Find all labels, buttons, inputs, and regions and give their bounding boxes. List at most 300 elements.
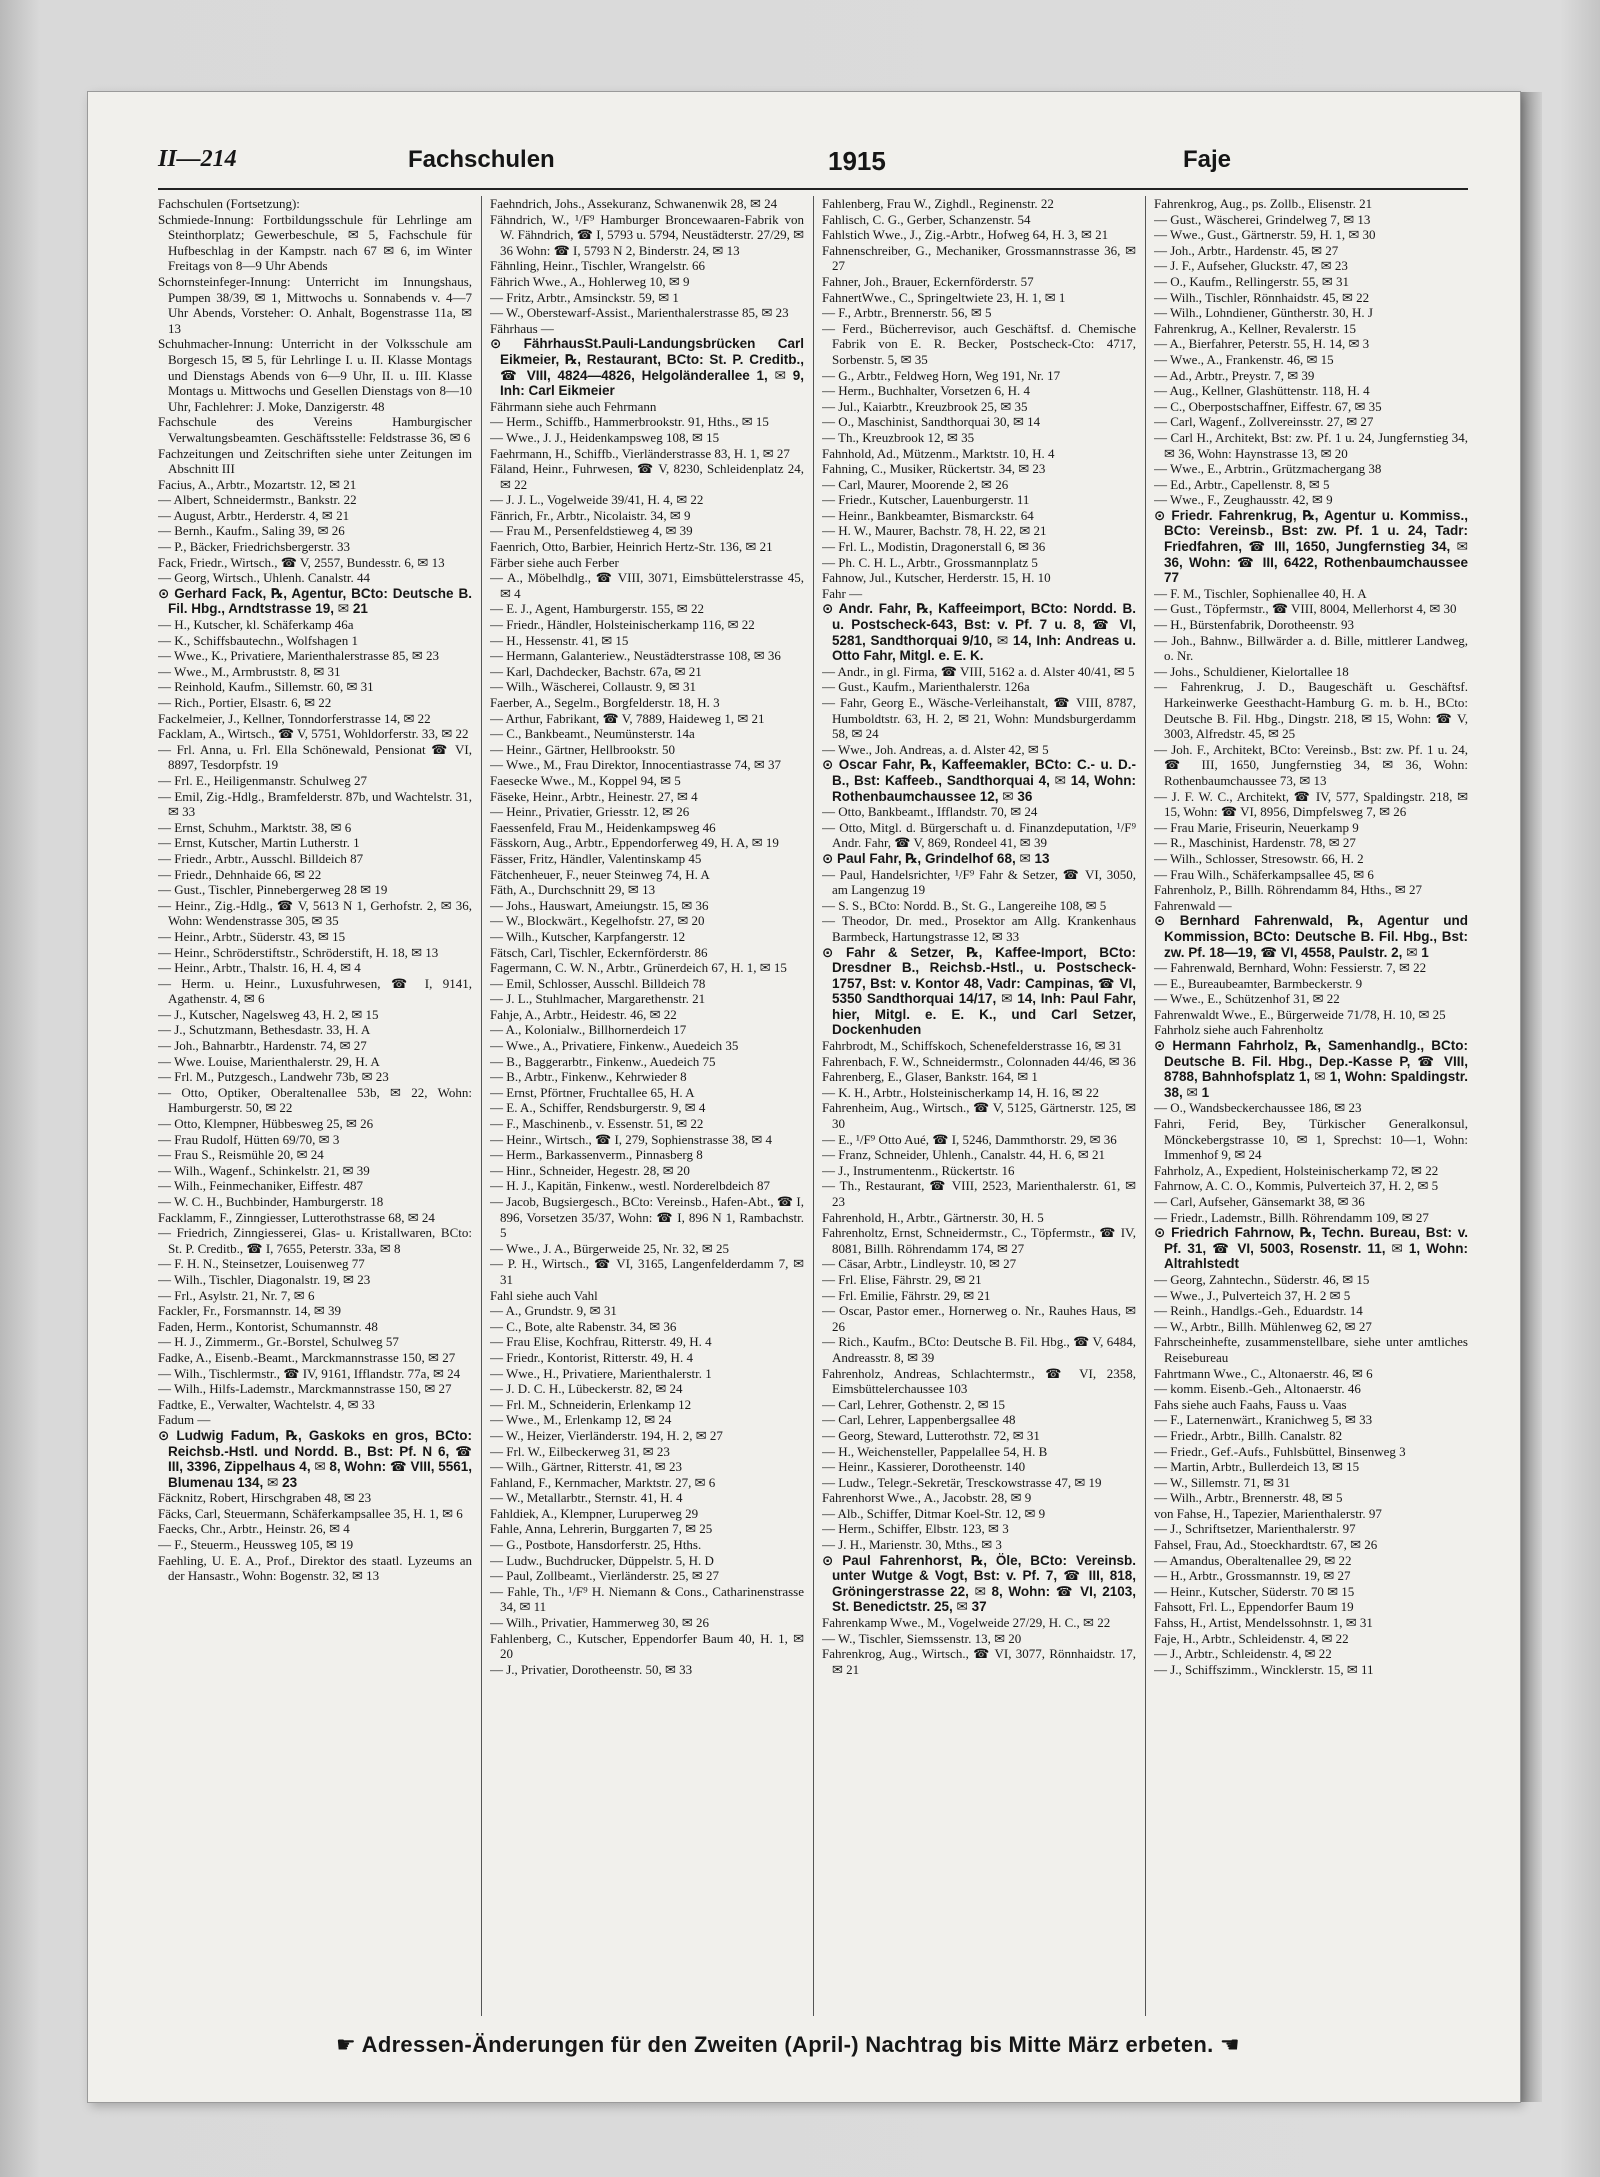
directory-entry: — Frl. M., Schneiderin, Erlenkamp 12 — [490, 1396, 692, 1412]
directory-entry: — C., Bankbeamt., Neumünsterstr. 14a — [490, 726, 695, 742]
directory-entry: Färber siehe auch Ferber — [490, 554, 619, 570]
directory-entry: — Frl. Anna, u. Frl. Ella Schönewald, Pensionat ☎ VI, 8897, Tesdorpfstr. 19 — [158, 741, 472, 773]
directory-entry: — Martin, Arbtr., Bullerdeich 13, ✉ 15 — [1154, 1459, 1360, 1475]
directory-entry: — Wwe. Louise, Marienthalerstr. 29, H. A — [158, 1053, 380, 1069]
directory-entry: Fahr — — [822, 585, 863, 601]
directory-entry: — Th., Kreuzbrook 12, ✉ 35 — [822, 429, 975, 445]
directory-entry: — Karl, Dachdecker, Bachstr. 67a, ✉ 21 — [490, 663, 702, 679]
directory-entry: — F., Maschinenb., v. Essenstr. 51, ✉ 22 — [490, 1116, 704, 1132]
directory-entry: — J., Kutscher, Nagelsweg 43, H. 2, ✉ 15 — [158, 1006, 379, 1022]
directory-entry: Fachzeitungen und Zeitschriften siehe unter Zeitungen im Abschnitt III — [158, 445, 472, 477]
directory-entry: Fahnenschreiber, G., Mechaniker, Grossmannstrasse 36, ✉ 27 — [822, 242, 1136, 274]
directory-entry: — E., ¹/F⁹ Otto Aué, ☎ I, 5246, Dammthorstr. 29, ✉ 36 — [822, 1131, 1117, 1147]
directory-entry: — Heinr., Arbtr., Süderstr. 43, ✉ 15 — [158, 928, 346, 944]
directory-entry: — Franz, Schneider, Uhlenh., Canalstr. 44, H. 6, ✉ 21 — [822, 1147, 1105, 1163]
directory-page — [88, 92, 1520, 2102]
directory-entry: — Carl, Lehrer, Gothenstr. 2, ✉ 15 — [822, 1396, 1005, 1412]
directory-entry: — Fahle, Th., ¹/F⁹ H. Niemann & Cons., Catharinenstrasse 34, ✉ 11 — [490, 1583, 804, 1615]
directory-entry: Fäseke, Heinr., Arbtr., Heinestr. 27, ✉ 4 — [490, 788, 698, 804]
directory-entry: Fätsch, Carl, Tischler, Eckernförderstr. 86 — [490, 944, 708, 960]
directory-entry: Fahle, Anna, Lehrerin, Burggarten 7, ✉ 25 — [490, 1521, 713, 1537]
column-4 — [1154, 196, 1468, 2016]
directory-entry: — Theodor, Dr. med., Prosektor am Allg. Krankenhaus Barmbeck, Hartungstrasse 12, ✉ 33 — [822, 913, 1136, 944]
directory-entry: — H., Bürstenfabrik, Dorotheenstr. 93 — [1154, 617, 1355, 633]
directory-entry: — Heinr., Wirtsch., ☎ I, 279, Sophienstrasse 38, ✉ 4 — [490, 1131, 772, 1147]
directory-entry: Fahldiek, A., Klempner, Luruperweg 29 — [490, 1505, 699, 1521]
directory-entry: — Cäsar, Arbtr., Lindleystr. 10, ✉ 27 — [822, 1256, 1017, 1272]
directory-entry: — Frl., Asylstr. 21, Nr. 7, ✉ 6 — [158, 1287, 315, 1303]
directory-entry: FahnertWwe., C., Springeltwiete 23, H. 1, ✉ 1 — [822, 289, 1066, 305]
directory-entry: — Friedr., Dehnhaide 66, ✉ 22 — [158, 866, 322, 882]
directory-entry: Fahrenhorst Wwe., A., Jacobstr. 28, ✉ 9 — [822, 1490, 1032, 1506]
directory-entry: — Ernst, Schuhm., Marktstr. 38, ✉ 6 — [158, 819, 352, 835]
directory-entry: — E., Bureaubeamter, Barmbeckerstr. 9 — [1154, 975, 1363, 991]
directory-entry: ⊙ Friedr. Fahrenkrug, ℞, Agentur u. Kommiss., BCto: Vereinsb., Bst: zw. Pf. 1 u. 24, Tadr: Friedfahren, ☎ III, 1650, Jungfernstieg 34, ✉ 36, Wohn: ☎ III, 6422, Rothenbaumchaussee 77 — [1154, 507, 1468, 586]
directory-entry: — Wilh., Gärtner, Ritterstr. 41, ✉ 23 — [490, 1459, 682, 1475]
directory-entry: — Wwe., E., Schützenhof 31, ✉ 22 — [1154, 991, 1340, 1007]
directory-entry: — Carl H., Architekt, Bst: zw. Pf. 1 u. 24, Jungfernstieg 34, ✉ 36, Wohn: Haynstrasse 13, ✉ 20 — [1154, 429, 1468, 461]
directory-entry: — A., Grundstr. 9, ✉ 31 — [490, 1303, 617, 1319]
directory-entry: Fahsott, Frl. L., Eppendorfer Baum 19 — [1154, 1599, 1354, 1615]
directory-entry: — W., Sillemstr. 71, ✉ 31 — [1154, 1474, 1291, 1490]
range-label: Faje — [1183, 146, 1232, 173]
directory-entry: Fackler, Fr., Forsmannstr. 14, ✉ 39 — [158, 1303, 341, 1319]
directory-entry: — Wwe., M., Erlenkamp 12, ✉ 24 — [490, 1412, 672, 1428]
column-rule — [481, 196, 482, 2016]
directory-entry: — G., Arbtr., Feldweg Horn, Weg 191, Nr. 17 — [822, 367, 1061, 383]
directory-entry: — E. A., Schiffer, Rendsburgerstr. 9, ✉ 4 — [490, 1100, 706, 1116]
directory-entry: — Otto, Optiker, Oberaltenallee 53b, ✉ 22, Wohn: Hamburgerstr. 50, ✉ 22 — [158, 1084, 472, 1116]
directory-entry: — Frl. E., Heiligenmanstr. Schulweg 27 — [158, 772, 368, 788]
directory-entry: Fährmann siehe auch Fehrmann — [490, 398, 657, 414]
directory-entry: — Wilh., Wagenf., Schinkelstr. 21, ✉ 39 — [158, 1162, 370, 1178]
directory-entry: — Reinh., Handlgs.-Geh., Eduardstr. 14 — [1154, 1303, 1363, 1319]
directory-entry: Fahrholz siehe auch Fahrenholtz — [1154, 1022, 1324, 1038]
directory-entry: ⊙ Gerhard Fack, ℞, Agentur, BCto: Deutsche B. Fil. Hbg., Arndtstrasse 19, ✉ 21 — [158, 585, 472, 617]
directory-entry: — Heinr., Zig.-Hdlg., ☎ V, 5613 N 1, Gerhofstr. 2, ✉ 36, Wohn: Wendenstrasse 305, ✉ 35 — [158, 897, 472, 929]
directory-entry: — P. H., Wirtsch., ☎ VI, 3165, Langenfelderdamm 7, ✉ 31 — [490, 1256, 804, 1287]
directory-entry: — Friedr., Kutscher, Lauenburgerstr. 11 — [822, 492, 1030, 508]
column-rule — [813, 196, 814, 2016]
directory-entry: — Wwe., A., Privatiere, Finkenw., Auedeich 35 — [490, 1038, 739, 1054]
directory-entry: Fäth, A., Durchschnitt 29, ✉ 13 — [490, 882, 656, 898]
directory-entry: — Alb., Schiffer, Ditmar Koel-Str. 12, ✉ 9 — [822, 1505, 1046, 1521]
directory-entry: — Wilh., Privatier, Hammerweg 30, ✉ 26 — [490, 1615, 710, 1631]
directory-entry: Fadtke, E., Verwalter, Wachtelstr. 4, ✉ 33 — [158, 1396, 375, 1412]
directory-entry: — Frl. Elise, Fährstr. 29, ✉ 21 — [822, 1271, 982, 1287]
directory-entry: Fahrenhold, H., Arbtr., Gärtnerstr. 30, H. 5 — [822, 1209, 1044, 1225]
directory-entry: — Heinr., Kassierer, Dorotheenstr. 140 — [822, 1459, 1026, 1475]
directory-entry: — August, Arbtr., Herderstr. 4, ✉ 21 — [158, 507, 350, 523]
directory-entry: — H., Arbtr., Grossmannstr. 19, ✉ 27 — [1154, 1568, 1351, 1584]
directory-entry: ⊙ FährhausSt.Pauli-Landungsbrücken Carl Eikmeier, ℞, Restaurant, BCto: St. P. Creditb., ☎ VIII, 4824—4826, Helgoländerallee 1, ✉ 9, Inh: Carl Eikmeier — [490, 336, 804, 399]
directory-entry: Fahlenberg, Frau W., Zighdl., Reginenstr. 22 — [822, 196, 1054, 211]
directory-entry: ⊙ Fahr & Setzer, ℞, Kaffee-Import, BCto: Dresdner B., Reichsb.-Hstl., u. Postscheck- 1757, Bst: v. Kontor 48, Vadr: Campinas, ☎ VI, 5350 Sandthorquai 14/17, ✉ 14, Inh: Paul Fahr, hier, Mitgl. e. E. K., und Carl Setzer, Dockenhuden — [822, 944, 1136, 1038]
directory-entry: Faerber, A., Segelm., Borgfelderstr. 18, H. 3 — [490, 695, 720, 710]
directory-entry: — Ernst, Kutscher, Martin Lutherstr. 1 — [158, 835, 360, 851]
directory-entry: — Wilh., Kutscher, Karpfangerstr. 12 — [490, 928, 686, 944]
directory-entry: Fachschulen (Fortsetzung): — [158, 196, 300, 211]
directory-entry: — Frau Wilh., Schäferkampsallee 45, ✉ 6 — [1154, 866, 1374, 882]
directory-entry: Faehrmann, H., Schiffb., Vierländerstrasse 83, H. 1, ✉ 27 — [490, 445, 790, 461]
directory-entry: — G., Postbote, Hansdorferstr. 25, Hths. — [490, 1537, 702, 1553]
directory-entry: — K., Schiffsbautechn., Wolfshagen 1 — [158, 632, 358, 648]
column-3 — [822, 196, 1136, 2016]
directory-entry: Fässkorn, Aug., Arbtr., Eppendorferweg 49, H. A, ✉ 19 — [490, 835, 779, 851]
directory-entry: — H., Hessenstr. 41, ✉ 15 — [490, 632, 629, 648]
directory-entry: — J., Privatier, Dorotheenstr. 50, ✉ 33 — [490, 1661, 693, 1677]
directory-entry: — Herm., Buchhalter, Vorsetzen 6, H. 4 — [822, 383, 1031, 399]
directory-entry: — Ludw., Telegr.-Sekretär, Tresckowstrasse 47, ✉ 19 — [822, 1474, 1102, 1490]
directory-entry: — Ludw., Buchdrucker, Düppelstr. 5, H. D — [490, 1552, 714, 1568]
directory-entry: — Frl. Emilie, Fährstr. 29, ✉ 21 — [822, 1287, 991, 1303]
directory-entry: — Friedr., Kontorist, Ritterstr. 49, H. 4 — [490, 1349, 693, 1365]
directory-entry: Fahs siehe auch Faahs, Fauss u. Vaas — [1154, 1396, 1347, 1412]
directory-entry: — Friedr., Arbtr., Ausschl. Billdeich 87 — [158, 850, 364, 866]
directory-entry: Fahsel, Frau, Ad., Stoeckhardtstr. 67, ✉ 26 — [1154, 1537, 1378, 1553]
directory-entry: — Carl, Aufseher, Gänsemarkt 38, ✉ 36 — [1154, 1194, 1365, 1209]
directory-entry: — Wwe., J., Pulverteich 37, H. 2 ✉ 5 — [1154, 1287, 1351, 1303]
directory-entry: — Herm., Barkassenverm., Pinnasberg 8 — [490, 1147, 703, 1163]
directory-entry: Fahlenberg, C., Kutscher, Eppendorfer Baum 40, H. 1, ✉ 20 — [490, 1630, 804, 1662]
directory-entry: — Oscar, Pastor emer., Hornerweg o. Nr., Rauhes Haus, ✉ 26 — [822, 1303, 1136, 1334]
directory-entry: — Wwe., A., Frankenstr. 46, ✉ 15 — [1154, 351, 1334, 367]
directory-entry: — Georg, Steward, Lutterothstr. 72, ✉ 31 — [822, 1427, 1040, 1443]
directory-entry: von Fahse, H., Tapezier, Marienthalerstr. 97 — [1154, 1505, 1382, 1521]
directory-entry: — F., Steuerm., Heussweg 105, ✉ 19 — [158, 1537, 354, 1553]
directory-entry: — K. H., Arbtr., Holsteinischerkamp 14, H. 16, ✉ 22 — [822, 1084, 1100, 1100]
directory-entry: — Otto, Mitgl. d. Bürgerschaft u. d. Finanzdeputation, ¹/F⁹ Andr. Fahr, ☎ V, 869, Rondeel 41, ✉ 39 — [822, 819, 1136, 851]
directory-entry: — Wwe., F., Zeughausstr. 42, ✉ 9 — [1154, 492, 1333, 508]
directory-entry: — Heinr., Bankbeamter, Bismarckstr. 64 — [822, 507, 1034, 523]
directory-entry: — Hinr., Schneider, Hegestr. 28, ✉ 20 — [490, 1162, 690, 1178]
directory-entry: — Heinr., Schröderstiftstr., Schröderstift, H. 18, ✉ 13 — [158, 944, 439, 960]
directory-entry: — Wilh., Arbtr., Brennerstr. 48, ✉ 5 — [1154, 1490, 1343, 1506]
directory-entry: — Andr., in gl. Firma, ☎ VIII, 5162 a. d. Alster 40/41, ✉ 5 — [822, 663, 1135, 679]
directory-entry: Fässer, Fritz, Händler, Valentinskamp 45 — [490, 850, 702, 866]
directory-entry: — J., Instrumentenm., Rückertstr. 16 — [822, 1162, 1015, 1178]
directory-entry: Fahrenkrog, Aug., ps. Zollb., Elisenstr. 21 — [1154, 196, 1373, 211]
directory-entry: — Wwe., K., Privatiere, Marienthalerstrasse 85, ✉ 23 — [158, 648, 440, 664]
directory-entry: — W., Heizer, Vierländerstr. 194, H. 2, ✉ 27 — [490, 1427, 723, 1443]
directory-entry: — Paul, Handelsrichter, ¹/F⁹ Fahr & Setzer, ☎ VI, 3050, am Langenzug 19 — [822, 866, 1136, 898]
directory-entry: — komm. Eisenb.-Geh., Altonaerstr. 46 — [1154, 1381, 1361, 1397]
directory-entry: — H., Weichensteller, Pappelallee 54, H. B — [822, 1443, 1048, 1459]
directory-entry: — Wwe., H., Privatiere, Marienthalerstr. 1 — [490, 1365, 712, 1381]
column-2 — [490, 196, 804, 2016]
directory-entry: Fahrholz, A., Expedient, Holsteinischerkamp 72, ✉ 22 — [1154, 1162, 1439, 1178]
directory-entry: — Wilh., Schlosser, Stresowstr. 66, H. 2 — [1154, 850, 1364, 866]
directory-entry: — Heinr., Gärtner, Hellbrookstr. 50 — [490, 741, 676, 757]
directory-entry: Fahrenwaldt Wwe., E., Bürgerweide 71/78, H. 10, ✉ 25 — [1154, 1006, 1446, 1022]
directory-entry: — Wilh., Wäscherei, Collaustr. 9, ✉ 31 — [490, 679, 696, 695]
column-1 — [158, 196, 472, 2016]
directory-entry: — Emil, Schlosser, Ausschl. Billdeich 78 — [490, 975, 706, 991]
directory-entry: — Otto, Bankbeamt., Ifflandstr. 70, ✉ 24 — [822, 804, 1038, 820]
directory-entry: — J., Arbtr., Schleidenstr. 4, ✉ 22 — [1154, 1646, 1332, 1662]
directory-entry: — Wwe., J. A., Bürgerweide 25, Nr. 32, ✉ 25 — [490, 1240, 729, 1256]
directory-entry: ⊙ Oscar Fahr, ℞, Kaffeemakler, BCto: C.- u. D.-B., Bst: Kaffeeb., Sandthorquai 4, ✉ 14, Wohn: Rothenbaumchaussee 12, ✉ 36 — [822, 757, 1136, 804]
directory-entry: — Ed., Arbtr., Capellenstr. 8, ✉ 5 — [1154, 476, 1330, 492]
directory-entry: Fahrenwald — — [1154, 897, 1232, 913]
directory-entry: — A., Möbelhdlg., ☎ VIII, 3071, Eimsbüttelerstrasse 45, ✉ 4 — [490, 570, 804, 601]
directory-entry: ⊙ Friedrich Fahrnow, ℞, Techn. Bureau, Bst: v. Pf. 31, ☎ VI, 5003, Rosenstr. 11, ✉ 1, Wohn: Altrahlstedt — [1154, 1225, 1468, 1272]
directory-entry: — Johs., Schuldiener, Kielortallee 18 — [1154, 663, 1349, 679]
year-label: 1915 — [828, 146, 886, 176]
directory-entry: Schmiede-Innung: Fortbildungsschule für Lehrlinge am Steinthorplatz; Gewerbeschule, ✉ 5, Fachschule für Hufbeschlag in der Kampstr. nach 67 ✉ 6, im Winter Freitags von 8—9 Uhr Abends — [158, 211, 472, 274]
directory-entry: — Wilh., Tischler, Diagonalstr. 19, ✉ 23 — [158, 1271, 371, 1287]
directory-entry: — E. J., Agent, Hamburgerstr. 155, ✉ 22 — [490, 601, 704, 617]
page-number: II—214 — [158, 146, 237, 172]
directory-entry: Fahrenkamp Wwe., M., Vogelweide 27/29, H. C., ✉ 22 — [822, 1615, 1111, 1631]
directory-entry: Fahrenberg, E., Glaser, Bankstr. 164, ✉ 1 — [822, 1069, 1038, 1085]
directory-entry: — Wilh., Feinmechaniker, Eiffestr. 487 — [158, 1178, 363, 1194]
directory-entry: — Hermann, Galanteriew., Neustädterstrasse 108, ✉ 36 — [490, 648, 781, 664]
directory-entry: — Friedr., Lademstr., Billh. Röhrendamm 109, ✉ 27 — [1154, 1209, 1429, 1225]
directory-entry: — Ad., Arbtr., Preystr. 7, ✉ 39 — [1154, 367, 1315, 383]
directory-entry: Fahje, A., Arbtr., Heidestr. 46, ✉ 22 — [490, 1006, 677, 1022]
directory-entry: — Wilh., Tischler, Rönnhaidstr. 45, ✉ 22 — [1154, 289, 1370, 305]
directory-entry: — Herm. u. Heinr., Luxusfuhrwesen, ☎ I, 9141, Agathenstr. 4, ✉ 6 — [158, 975, 472, 1007]
directory-entry: — O., Maschinist, Sandthorquai 30, ✉ 14 — [822, 414, 1041, 430]
directory-entry: Fagermann, C. W. N., Arbtr., Grünerdeich 67, H. 1, ✉ 15 — [490, 960, 787, 976]
directory-entry: Fachschule des Vereins Hamburgischer Verwaltungsbeamten. Geschäftsstelle: Feldstrasse 36, ✉ 6 — [158, 414, 472, 445]
directory-entry: Faenrich, Otto, Barbier, Heinrich Hertz-Str. 136, ✉ 21 — [490, 539, 773, 555]
directory-entry: Fahrenholtz, Ernst, Schneidermstr., C., Töpfermstr., ☎ IV, 8081, Billh. Röhrendamm 174, ✉ 27 — [822, 1225, 1136, 1256]
directory-entry: — F., Laternenwärt., Kranichweg 5, ✉ 33 — [1154, 1412, 1373, 1428]
directory-entry: Fahner, Joh., Brauer, Eckernförderstr. 57 — [822, 273, 1034, 289]
directory-entry: — A., Kolonialw., Billhornerdeich 17 — [490, 1022, 687, 1038]
directory-entry: — Paul, Zollbeamt., Vierländerstr. 25, ✉ 27 — [490, 1568, 720, 1584]
directory-entry: — J. F., Aufseher, Gluckstr. 47, ✉ 23 — [1154, 258, 1348, 274]
directory-entry: — Wwe., M., Frau Direktor, Innocentiastrasse 74, ✉ 37 — [490, 757, 782, 773]
directory-entry: — Frau S., Reismühle 20, ✉ 24 — [158, 1147, 324, 1163]
directory-entry: — J. F. W. C., Architekt, ☎ IV, 577, Spaldingstr. 218, ✉ 15, Wohn: ☎ VI, 8956, Dimpfelsweg 7, ✉ 26 — [1154, 788, 1468, 820]
directory-entry: — Herm., Schiffer, Elbstr. 123, ✉ 3 — [822, 1521, 1009, 1537]
directory-entry: Fäcknitz, Robert, Hirschgraben 48, ✉ 23 — [158, 1490, 372, 1506]
column-rule — [1145, 196, 1146, 2016]
directory-entry: — F., Arbtr., Brennerstr. 56, ✉ 5 — [822, 305, 992, 321]
directory-entry: — Arthur, Fabrikant, ☎ V, 7889, Haideweg 1, ✉ 21 — [490, 710, 765, 726]
page-edge-shadow — [1520, 92, 1542, 2102]
footer-notice: ☛ Adressen-Änderungen für den Zweiten (April-) Nachtrag bis Mitte März erbeten. ☚ — [336, 2032, 1240, 2057]
directory-entry: Schuhmacher-Innung: Unterricht in der Volksschule am Borgesch 15, ✉ 5, für Lehrlinge I. u. II. Klasse Montags und Dienstags Abends von 6—9 Uhr, II. u. III. Klasse Montags u. Mittwochs und Gesellen Dienstags von 8—10 Uhr, Fachlehrer: J. Moke, Danzigerstr. 48 — [158, 336, 472, 414]
directory-entry: — Aug., Kellner, Glashüttenstr. 118, H. 4 — [1154, 383, 1370, 399]
directory-entry: — Emil, Zig.-Hdlg., Bramfelderstr. 87b, und Wachtelstr. 31, ✉ 33 — [158, 788, 472, 820]
directory-entry: Fahrenbach, F. W., Schneidermstr., Colonnaden 44/46, ✉ 36 — [822, 1053, 1136, 1069]
directory-entry: — Joh., Bahnarbtr., Hardenstr. 74, ✉ 27 — [158, 1038, 367, 1054]
directory-entry: — Wwe., M., Armbruststr. 8, ✉ 31 — [158, 663, 341, 679]
directory-entry: — Rich., Portier, Elsastr. 6, ✉ 22 — [158, 695, 332, 710]
directory-entry: — Joh., Bahnw., Billwärder a. d. Bille, mittlerer Landweg, o. Nr. — [1154, 632, 1468, 664]
directory-entry: Faje, H., Arbtr., Schleidenstr. 4, ✉ 22 — [1154, 1630, 1349, 1646]
directory-entry: — Ernst, Pförtner, Fruchtallee 65, H. A — [490, 1084, 695, 1100]
directory-entry: — C., Oberpostschaffner, Eiffestr. 67, ✉ 35 — [1154, 398, 1382, 414]
directory-entry: Fähnling, Heinr., Tischler, Wrangelstr. 66 — [490, 258, 706, 274]
directory-entry: — Georg, Zahntechn., Süderstr. 46, ✉ 15 — [1154, 1271, 1370, 1287]
directory-entry: — C., Bote, alte Rabenstr. 34, ✉ 36 — [490, 1318, 677, 1334]
directory-entry: Fahning, C., Musiker, Rückertstr. 34, ✉ 23 — [822, 461, 1046, 477]
directory-entry: Fahlstich Wwe., J., Zig.-Arbtr., Hofweg 64, H. 3, ✉ 21 — [822, 227, 1109, 243]
directory-entry: — Wilh., Lohndiener, Güntherstr. 30, H. J — [1154, 305, 1373, 321]
directory-entry: — Wwe., E., Arbtrin., Grützmachergang 38 — [1154, 461, 1382, 477]
directory-entry: — Frau Marie, Friseurin, Neuerkamp 9 — [1154, 819, 1359, 835]
directory-entry: Fahnhold, Ad., Mützenm., Marktstr. 10, H. 4 — [822, 445, 1055, 461]
page-header — [158, 144, 1468, 190]
directory-entry: — B., Arbtr., Finkenw., Kehrwieder 8 — [490, 1069, 687, 1085]
directory-entry: Fätchenheuer, F., neuer Steinweg 74, H. A — [490, 866, 710, 882]
directory-entry: — Friedr., Arbtr., Billh. Canalstr. 82 — [1154, 1427, 1343, 1443]
directory-entry: — Wilh., Hilfs-Lademstr., Marckmannstrasse 150, ✉ 27 — [158, 1381, 452, 1397]
directory-entry: — Joh. F., Architekt, BCto: Vereinsb., Bst: zw. Pf. 1 u. 24, ☎ III, 1650, Jungfernstieg 34, ✉ 36, Wohn: Rothenbaumchaussee 73, ✉ 13 — [1154, 741, 1468, 788]
directory-entry: Faden, Herm., Kontorist, Schumannstr. 48 — [158, 1318, 378, 1334]
directory-entry: — A., Bierfahrer, Peterstr. 55, H. 14, ✉ 3 — [1154, 336, 1370, 352]
directory-entry: Schornsteinfeger-Innung: Unterricht im Innungshaus, Pumpen 38/39, ✉ 1, Mittwochs u. Sonnabends v. 4—7 Uhr Abends, Vorsteher: O. Anhalt, Bogenstrasse 11a, ✉ 13 — [158, 273, 472, 336]
directory-entry: — Reinhold, Kaufm., Sillemstr. 60, ✉ 31 — [158, 679, 374, 695]
directory-entry: — J. L., Stuhlmacher, Margarethenstr. 21 — [490, 991, 706, 1007]
directory-entry: Fadke, A., Eisenb.-Beamt., Marckmannstrasse 150, ✉ 27 — [158, 1349, 456, 1365]
directory-entry: — Heinr., Arbtr., Thalstr. 16, H. 4, ✉ 4 — [158, 960, 361, 976]
directory-entry: — Frl. W., Eilbeckerweg 31, ✉ 23 — [490, 1443, 670, 1459]
directory-entry: Fahrenheim, Aug., Wirtsch., ☎ V, 5125, Gärtnerstr. 125, ✉ 30 — [822, 1100, 1136, 1132]
directory-entry: — F. H. N., Steinsetzer, Louisenweg 77 — [158, 1256, 365, 1272]
directory-entry: — Joh., Arbtr., Hardenstr. 45, ✉ 27 — [1154, 242, 1339, 258]
directory-entry: — Fritz, Arbtr., Amsinckstr. 59, ✉ 1 — [490, 289, 679, 305]
directory-entry: — W. C. H., Buchbinder, Hamburgerstr. 18 — [158, 1194, 384, 1209]
directory-entry: — Frau M., Persenfeldstieweg 4, ✉ 39 — [490, 523, 693, 539]
directory-entry: — Frau Elise, Kochfrau, Ritterstr. 49, H. 4 — [490, 1334, 712, 1350]
directory-entry: — J. H., Marienstr. 30, Mths., ✉ 3 — [822, 1537, 1002, 1553]
directory-entry: — Georg, Wirtsch., Uhlenh. Canalstr. 44 — [158, 570, 371, 586]
directory-columns — [158, 196, 1468, 2016]
directory-entry: Faessenfeld, Frau M., Heidenkampsweg 46 — [490, 819, 716, 835]
directory-entry: ⊙ Ludwig Fadum, ℞, Gaskoks en gros, BCto: Reichsb.-Hstl. und Nordd. B., Bst: Pf. N 6, ☎ III, 3396, Zippelhaus 4, ✉ 8, Wohn: ☎ VIII, 5561, Blumenau 134, ✉ 23 — [158, 1427, 472, 1490]
directory-entry: — W., Arbtr., Billh. Mühlenweg 62, ✉ 27 — [1154, 1318, 1372, 1334]
directory-entry: Fäcks, Carl, Steuermann, Schäferkampsallee 35, H. 1, ✉ 6 — [158, 1505, 463, 1521]
directory-entry: Fährhaus — — [490, 320, 554, 336]
directory-entry: — Wilh., Tischlermstr., ☎ IV, 9161, Ifflandstr. 77a, ✉ 24 — [158, 1365, 461, 1381]
directory-entry: — Friedrich, Zinngiesserei, Glas- u. Kristallwaren, BCto: St. P. Creditb., ☎ I, 7655, Peterstr. 33a, ✉ 8 — [158, 1225, 472, 1256]
directory-entry: Fahrnow, A. C. O., Kommis, Pulverteich 37, H. 2, ✉ 5 — [1154, 1178, 1439, 1194]
directory-entry: — Ferd., Bücherrevisor, auch Geschäftsf. d. Chemische Fabrik von E. R. Becker, Postscheck-Cto: 4717, Sorbenstr. 5, ✉ 35 — [822, 320, 1136, 367]
directory-entry: — H. J., Kapitän, Finkenw., westl. Norderelbdeich 87 — [490, 1178, 771, 1194]
directory-entry: — Johs., Hauswart, Ameiungstr. 15, ✉ 36 — [490, 897, 709, 913]
directory-entry: — W., Tischler, Siemssenstr. 13, ✉ 20 — [822, 1630, 1022, 1646]
directory-entry: — Bernh., Kaufm., Saling 39, ✉ 26 — [158, 523, 345, 539]
directory-entry: — Carl, Wagenf., Zollvereinsstr. 27, ✉ 27 — [1154, 414, 1374, 430]
directory-entry: Faecks, Chr., Arbtr., Heinstr. 26, ✉ 4 — [158, 1521, 350, 1537]
directory-entry: — Wwe., Gust., Gärtnerstr. 59, H. 1, ✉ 30 — [1154, 227, 1376, 243]
directory-entry: — O., Kaufm., Rellingerstr. 55, ✉ 31 — [1154, 273, 1350, 289]
directory-entry: ⊙ Hermann Fahrholz, ℞, Samenhandlg., BCto: Deutsche B. Fil. Hbg., Dep.-Kasse P, ☎ VIII, 8788, Bahnhofsplatz 1, ✉ 1, Wohn: Spaldingstr. 38, ✉ 1 — [1154, 1038, 1468, 1100]
directory-entry: Fähndrich, W., ¹/F⁹ Hamburger Broncewaaren-Fabrik von W. Fähndrich, ☎ I, 5793 u. 5794, Neustädterstr. 27/29, ✉ 36 Wohn: ☎ I, 5793 N 2, Binderstr. 24, ✉ 13 — [490, 211, 804, 258]
directory-entry: — Otto, Klempner, Hübbesweg 25, ✉ 26 — [158, 1116, 374, 1132]
directory-entry: — Fahrenwald, Bernhard, Wohn: Fessierstr. 7, ✉ 22 — [1154, 960, 1427, 976]
directory-entry: Facius, A., Arbtr., Mozartstr. 12, ✉ 21 — [158, 476, 357, 492]
directory-entry: Fadum — — [158, 1412, 211, 1428]
directory-entry: — Gust., Kaufm., Marienthalerstr. 126a — [822, 679, 1030, 695]
directory-entry: Fahl siehe auch Vahl — [490, 1287, 598, 1303]
directory-entry: ⊙ Paul Fahrenhorst, ℞, Öle, BCto: Vereinsb. unter Wutge & Vogt, Bst: v. Pf. 7, ☎ III, 818, Gröningerstrasse 22, ✉ 8, Wohn: ☎ VI, 2103, St. Benedictstr. 25, ✉ 37 — [822, 1552, 1136, 1615]
directory-entry: Fack, Friedr., Wirtsch., ☎ V, 2557, Bundesstr. 6, ✉ 13 — [158, 554, 445, 570]
directory-entry: Fahrtmann Wwe., C., Altonaerstr. 46, ✉ 6 — [1154, 1365, 1373, 1381]
directory-entry: Fahrenkrug, A., Kellner, Revalerstr. 15 — [1154, 320, 1357, 336]
directory-entry: Fährich Wwe., A., Hohlerweg 10, ✉ 9 — [490, 273, 690, 289]
directory-entry: — Frl. M., Putzgesch., Landwehr 73b, ✉ 23 — [158, 1069, 389, 1085]
directory-entry: — Jacob, Bugsiergesch., BCto: Vereinsb., Hafen-Abt., ☎ I, 896, Vorsetzen 35/37, Wohn: ☎ I, 896 N 1, Rambachstr. 5 — [490, 1194, 804, 1241]
directory-entry: Fahrenholz, Andreas, Schlachtermstr., ☎ VI, 2358, Eimsbüttelerchaussee 103 — [822, 1365, 1136, 1397]
directory-entry: — Heinr., Privatier, Griesstr. 12, ✉ 26 — [490, 804, 690, 820]
directory-entry: Fahss, H., Artist, Mendelssohnstr. 1, ✉ 31 — [1154, 1615, 1373, 1631]
directory-entry: Fahrbrodt, M., Schiffskoch, Schenefelderstrasse 16, ✉ 31 — [822, 1038, 1122, 1054]
directory-entry: — Friedr., Gef.-Aufs., Fuhlsbüttel, Binsenweg 3 — [1154, 1443, 1406, 1459]
directory-entry: — Jul., Kaiarbtr., Kreuzbrook 25, ✉ 35 — [822, 398, 1028, 414]
directory-entry: — H., Kutscher, kl. Schäferkamp 46a — [158, 617, 354, 633]
directory-entry: — Gust., Töpfermstr., ☎ VIII, 8004, Mellerhorst 4, ✉ 30 — [1154, 601, 1457, 617]
directory-entry: — W., Blockwärt., Kegelhofstr. 27, ✉ 20 — [490, 913, 705, 929]
directory-entry: ⊙ Andr. Fahr, ℞, Kaffeeimport, BCto: Nordd. B. u. Postscheck-643, Bst: v. Pf. 7 u. 8, ☎ VI, 5281, Sandthorquai 9/10, ✉ 14, Inh: Andreas u. Otto Fahr, Mitgl. e. E. K. — [822, 601, 1136, 664]
directory-entry: — J., Schriftsetzer, Marienthalerstr. 97 — [1154, 1521, 1356, 1537]
directory-entry: — Frl. L., Modistin, Dragonerstall 6, ✉ 36 — [822, 539, 1046, 555]
directory-entry: Fahrenholz, P., Billh. Röhrendamm 84, Hths., ✉ 27 — [1154, 882, 1422, 898]
directory-entry: Fahlisch, C. G., Gerber, Schanzenstr. 54 — [822, 211, 1031, 227]
directory-entry: — P., Bäcker, Friedrichsbergerstr. 33 — [158, 539, 351, 555]
directory-entry: — Frau Rudolf, Hütten 69/70, ✉ 3 — [158, 1131, 340, 1147]
directory-entry: — Gust., Wäscherei, Grindelweg 7, ✉ 13 — [1154, 211, 1371, 227]
directory-entry: — J. J. L., Vogelweide 39/41, H. 4, ✉ 22 — [490, 492, 704, 508]
directory-entry: Fänrich, Fr., Arbtr., Nicolaistr. 34, ✉ 9 — [490, 507, 691, 523]
directory-entry: Fäland, Heinr., Fuhrwesen, ☎ V, 8230, Schleidenplatz 24, ✉ 22 — [490, 461, 804, 492]
directory-entry: Fahnow, Jul., Kutscher, Herderstr. 15, H. 10 — [822, 570, 1051, 586]
directory-entry: Fahland, F., Kernmacher, Marktstr. 27, ✉ 6 — [490, 1474, 716, 1490]
directory-entry: — Albert, Schneidermstr., Bankstr. 22 — [158, 492, 357, 508]
directory-entry: Faehling, U. E. A., Prof., Direktor des staatl. Lyzeums an der Hansastr., Wohn: Bogenstr. 32, ✉ 13 — [158, 1552, 472, 1584]
directory-entry: — Ph. C. H. L., Arbtr., Grossmannplatz 5 — [822, 554, 1038, 570]
directory-entry: Facklamm, F., Zinngiesser, Lutterothstrasse 68, ✉ 24 — [158, 1209, 435, 1225]
directory-entry: — Carl, Lehrer, Lappenbergsallee 48 — [822, 1412, 1016, 1428]
directory-entry: — Wwe., J. J., Heidenkampsweg 108, ✉ 15 — [490, 429, 720, 445]
directory-entry: — Gust., Tischler, Pinnebergerweg 28 ✉ 19 — [158, 882, 388, 898]
directory-entry: — F. M., Tischler, Sophienallee 40, H. A — [1154, 585, 1367, 601]
directory-entry: — Carl, Maurer, Moorende 2, ✉ 26 — [822, 476, 1009, 492]
directory-entry: — Fahrenkrug, J. D., Baugeschäft u. Geschäftsf. Harkeinwerke Geesthacht-Hamburg G. m. b. H., BCto: Deutsche B. Fil. Hbg., Dingstr. 218, ✉ 15, Wohn: ☎ V, 3003, Alfredstr. 45, ✉ 25 — [1154, 679, 1468, 742]
directory-entry: — Heinr., Kutscher, Süderstr. 70 ✉ 15 — [1154, 1583, 1355, 1599]
directory-entry: — W., Oberstewarf-Assist., Marienthalerstrasse 85, ✉ 23 — [490, 305, 789, 321]
directory-entry: Fackelmeier, J., Kellner, Tonndorferstrasse 14, ✉ 22 — [158, 710, 431, 726]
directory-entry: — Th., Restaurant, ☎ VIII, 2523, Marienthalerstr. 61, ✉ 23 — [822, 1178, 1136, 1209]
directory-entry: — B., Baggerarbtr., Finkenw., Auedeich 75 — [490, 1053, 716, 1069]
directory-entry: — Herm., Schiffb., Hammerbrookstr. 91, Hths., ✉ 15 — [490, 414, 769, 430]
directory-entry: ⊙ Bernhard Fahrenwald, ℞, Agentur und Kommission, BCto: Deutsche B. Fil. Hbg., Bst: zw. Pf. 18—19, ☎ VI, 4558, Paulstr. 2, ✉ 1 — [1154, 913, 1468, 960]
directory-entry: — J., Schiffszimm., Wincklerstr. 15, ✉ 11 — [1154, 1661, 1374, 1677]
directory-entry: — Amandus, Oberaltenallee 29, ✉ 22 — [1154, 1552, 1352, 1568]
directory-entry: — J., Schutzmann, Bethesdastr. 33, H. A — [158, 1022, 371, 1038]
directory-entry: — H. J., Zimmerm., Gr.-Borstel, Schulweg 57 — [158, 1334, 399, 1350]
directory-entry: — W., Metallarbtr., Sternstr. 41, H. 4 — [490, 1490, 683, 1506]
directory-entry: Fahri, Ferid, Bey, Türkischer Generalkonsul, Mönckebergstrasse 10, ✉ 1, Sprechst: 10—1, Wohn: Immenhof 9, ✉ 24 — [1154, 1116, 1468, 1163]
directory-entry: Faesecke Wwe., M., Koppel 94, ✉ 5 — [490, 772, 681, 788]
directory-entry: — Friedr., Händler, Holsteinischerkamp 116, ✉ 22 — [490, 617, 755, 633]
directory-entry: Faehndrich, Johs., Assekuranz, Schwanenwik 28, ✉ 24 — [490, 196, 778, 211]
directory-entry: Facklam, A., Wirtsch., ☎ V, 5751, Wohldorferstr. 33, ✉ 22 — [158, 726, 469, 742]
directory-entry: — Fahr, Georg E., Wäsche-Verleihanstalt, ☎ VIII, 8787, Humboldtstr. 63, H. 2, ✉ 21, Wohn: Mundsburgerdamm 58, ✉ 24 — [822, 695, 1136, 742]
directory-entry: — O., Wandsbeckerchaussee 186, ✉ 23 — [1154, 1100, 1362, 1116]
directory-entry: Fahrenkrog, Aug., Wirtsch., ☎ VI, 3077, Rönnhaidstr. 17, ✉ 21 — [822, 1646, 1136, 1677]
directory-entry: — Rich., Kaufm., BCto: Deutsche B. Fil. Hbg., ☎ V, 6484, Andreasstr. 8, ✉ 39 — [822, 1334, 1136, 1365]
directory-entry: — Wwe., Joh. Andreas, a. d. Alster 42, ✉ 5 — [822, 741, 1049, 757]
directory-entry: — J. D. C. H., Lübeckerstr. 82, ✉ 24 — [490, 1381, 683, 1397]
section-title: Fachschulen — [408, 146, 555, 173]
